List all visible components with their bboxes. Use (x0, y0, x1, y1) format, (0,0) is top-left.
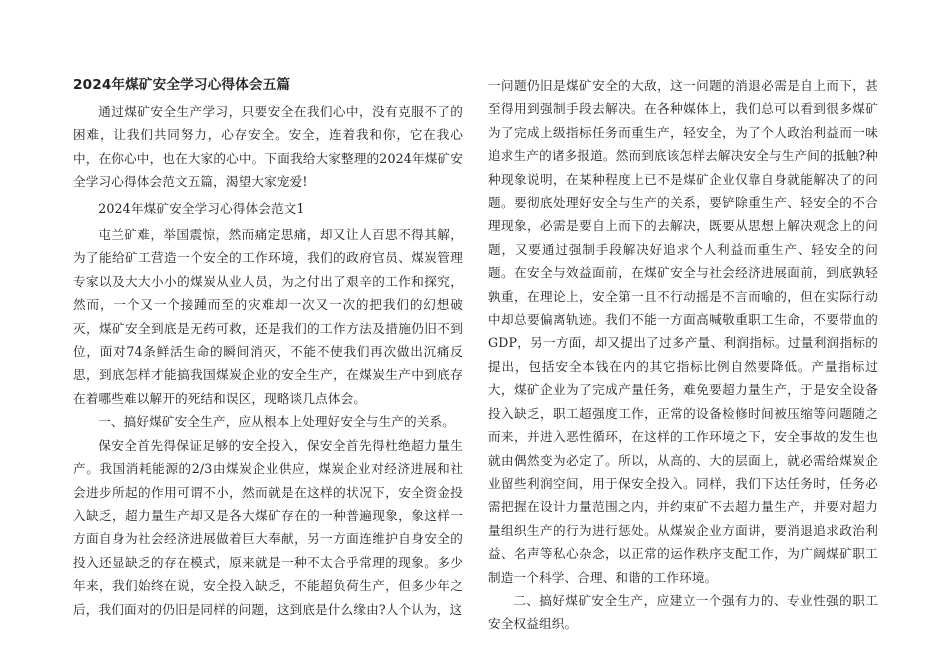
section-heading-2: 二、搞好煤矿安全生产，应建立一个强有力的、专业性强的职工安全权益组织。 (488, 592, 878, 632)
body-paragraph-continued: 一问题仍旧是煤矿安全的大敌，这一问题的消退必需是自上而下，甚至得用到强制手段去解决。在各种媒体上，我们总可以看到很多煤矿为了完成上级指标任务而重生产，轻安全，为了个人政治利益而一味追求生产的诸多报道。然而到底该怎样去解决安全与生产间的抵触?种种现象说明，在某种程度上已不是煤矿企业仅靠自身就能解决了的问题。要彻底处理好安全与生产的关系，要铲除重生产、轻安全的不合理现象，必需是要自上而下的去解决，既要从思想上解决观念上的问题，又要通过强制手段解决好追求个人利益而重生产、轻安全的问题。在安全与效益面前，在煤矿安全与社会经济进展面前，到底孰轻孰重，在理论上，安全第一且不行动摇是不言而喻的，但在实际行动中却总要偏离轨迹。我们不能一方面高喊敬重职工生命，不要带血的GDP，另一方面，却又提出了过多产量、利润指标。过量利润指标的提出，包括安全本钱在内的其它指标比例自然要降低。产量指标过大，煤矿企业为了完成产量任务，难免要超力量生产，于是安全设备投入缺乏，职工超强度工作，正常的设备检修时间被压缩等问题随之而来，并进入恶性循环，在这样的工作环境之下，安全事故的发生也就由偶然变为必定了。所以，从高的、大的层面上，就必需给煤炭企业留些利润空间，用于保安全投入。同样，我们下达任务时，任务必需把握在设计力量范围之内，并约束矿不去超力量生产，并要对超力量组织生产的行为进行惩处。从煤炭企业方面讲，要消退追求政治利益、名声等私心杂念，以正常的运作秩序支配工作，为广阔煤矿职工制造一个科学、合理、和谐的工作环境。 (488, 78, 878, 585)
intro-paragraph: 通过煤矿安全生产学习，只要安全在我们心中，没有克服不了的困难，让我们共同努力，心存安全。安全，连着我和你，它在我心中，在你心中，也在大家的心中。下面我给大家整理的2024年煤矿安全学习心得体会范文五篇，渴望大家宠爱! (73, 104, 463, 190)
body-paragraph-1: 屯兰矿难，举国震惊，然而痛定思痛，却又让人百思不得其解，为了能给矿工营造一个安全的工作环境，我们的政府官员、煤炭管理专家以及大大小小的煤炭从业人员，为之付出了艰辛的工作和探究，然而，一个又一个接踵而至的灾难却一次又一次的把我们的幻想破灭，煤矿安全到底是无药可救，还是我们的工作方法及措施仍旧不到位，面对74条鲜活生命的瞬间消灭，不能不使我们再次做出沉痛反思，到底怎样才能搞我国煤炭企业的安全生产，在煤炭生产中到底存在着哪些难以解开的死结和误区，现略谈几点体会。 (73, 227, 463, 406)
document-title: 2024年煤矿安全学习心得体会五篇 (73, 77, 291, 93)
section-subtitle: 2024年煤矿安全学习心得体会范文1 (98, 200, 305, 216)
section-heading-1: 一、搞好煤矿安全生产，应从根本上处理好安全与生产的关系。 (98, 414, 456, 430)
body-paragraph-2: 保安全首先得保证足够的安全投入，保安全首先得杜绝超力量生产。我国消耗能源的2/3由煤炭企业供应，煤炭企业对经济进展和社会进步所起的作用可谓不小，然而就是在这样的状况下，安全资金投入缺乏，超力量生产却又是各大煤矿存在的一种普遍现象，象这样一方面自身为社会经济进展做着巨大奉献，另一方面连维护自身安全的投入还显缺乏的存在模式，原来就是一种不太合乎常理的现象。多少年来，我们始终在说，安全投入缺乏，不能超负荷生产，但多少年之后，我们面对的仍旧是同样的问题，这到底是什么缘由?人个认为，这 (73, 437, 463, 617)
right-column (488, 74, 878, 636)
left-column (73, 74, 463, 621)
